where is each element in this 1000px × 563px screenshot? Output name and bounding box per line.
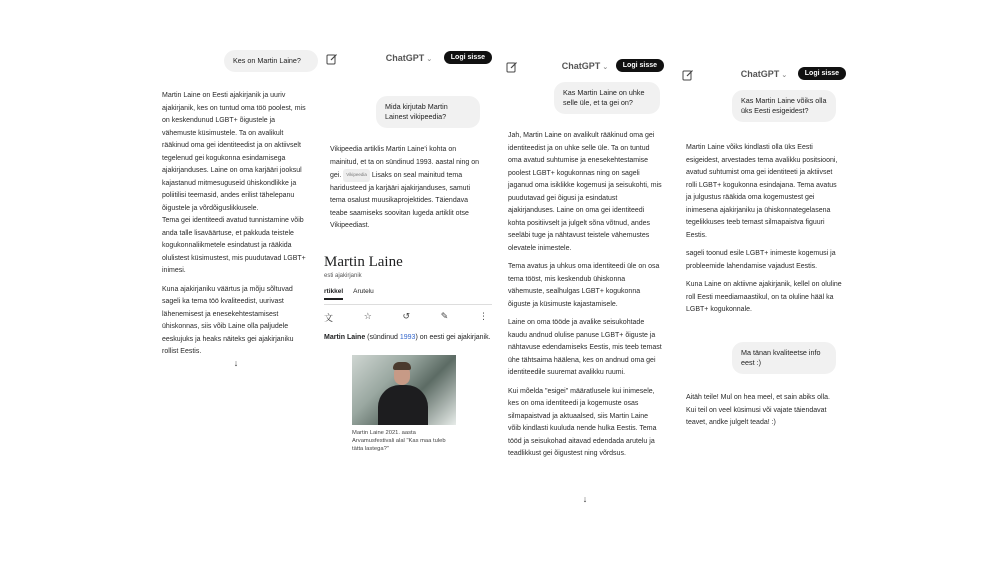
- chevron-down-icon: ⌄: [602, 64, 609, 71]
- chat-panel-2: [320, 44, 498, 464]
- answer-paragraph: Tema avatus ja uhkus oma identiteedi üle on osa tema tööst, mis keskendub ühiskonna vähemuste, sealhulgas LGBT+ kogukonna õiguste ja küsimuste kajastamisele.: [508, 263, 660, 308]
- answer-text: Vikipeedia artiklis Martin Laine'i kohta on mainitud, et ta on sündinud 1993. aastal ning on gei.: [330, 146, 480, 180]
- chevron-down-icon: ⌄: [781, 72, 788, 79]
- chat-panel-1: [148, 44, 320, 384]
- photo-caption: Martin Laine 2021. aasta Arvamusfestivali alal "Kas maa tuleb tätta lastega?": [352, 430, 446, 452]
- tab-talk[interactable]: Arutelu: [353, 288, 374, 295]
- answer-text: Lisaks on seal mainitud tema haridusteed ja karjääri ajakirjanduses, samuti tema osalust muusikaprojektides. Täiendava teabe saamiseks soovitan lugeda artiklit otse Vikipeediast.: [330, 172, 471, 230]
- user-question-text: Kas Martin Laine on uhke selle üle, et ta gei on?: [563, 88, 645, 107]
- user-message-bubble: [732, 342, 836, 374]
- user-question-text: Kas Martin Laine võiks olla üks Eesti esigeidest?: [741, 96, 827, 115]
- reply-text: Aitäh teile! Mul on hea meel, et sain abiks olla. Kui teil on veel küsimusi või vajate täiendavat teavet, andke julgelt teada! :): [686, 394, 830, 426]
- photo-person-body: [378, 385, 428, 425]
- brand-text: ChatGPT: [385, 53, 425, 63]
- scroll-down-arrow-icon[interactable]: ↓: [582, 494, 588, 504]
- wiki-article-subtitle: esti ajakirjanik: [324, 273, 362, 279]
- year-link[interactable]: 1993: [399, 334, 416, 341]
- brand-text: ChatGPT: [561, 61, 601, 71]
- portrait-photo[interactable]: [352, 355, 456, 425]
- user-message-text: Ma tänan kvaliteetse info eest :): [741, 348, 821, 367]
- user-question-text: Kes on Martin Laine?: [233, 56, 301, 65]
- assistant-answer: [162, 90, 308, 365]
- pencil-icon[interactable]: ✎: [440, 311, 449, 321]
- translate-icon[interactable]: 文: [324, 313, 334, 323]
- tab-article[interactable]: rtikkel: [324, 288, 343, 300]
- answer-paragraph: sageli toonud esile LGBT+ inimeste kogemusi ja probleemide lahendamise vajadust Eestis.: [686, 250, 836, 270]
- wiki-bold-name: Martin Laine: [324, 334, 366, 341]
- wiki-tabs: [324, 288, 492, 305]
- answer-paragraph: Martin Laine on Eesti ajakirjanik ja uuriv ajakirjanik, kes on tuntud oma töö poolest, mis on keskendunud LGBT+ õigustele ja vähemuste küsimustele. Ta on avalikult rääkinud oma gei identiteedist ja on aktiivselt tegelenud gei kogukonna esindamisega ajakirjanduses. Laine on oma karjääri jooksul kajastanud mitmesuguseid ühiskondlikke ja poliitilisi teemasid, andes erilist tähelepanu õigustele ja võrdõiguslikkusele.: [162, 92, 306, 212]
- chat-panel-4: [676, 60, 852, 440]
- star-icon[interactable]: ☆: [363, 311, 372, 321]
- assistant-reply: [686, 392, 842, 430]
- user-question-bubble: [554, 82, 660, 114]
- top-bar: [320, 44, 498, 74]
- answer-paragraph: Kui mõelda "esigei" määratlusele kui inimesele, kes on oma identiteedi ja kogemuste osas silmapaistvad ja aktuaalsed, siis Martin Laine võib kindlasti kuuluda nende hulka Eestis. Tema tööd ja seisukohad aitavad edendada arutelu ja teadlikkust gei õigustest ning võrdsus.: [508, 387, 657, 457]
- assistant-answer: [330, 144, 482, 233]
- wiki-intro-text: (sündinud: [365, 334, 400, 341]
- photo-person-hair: [393, 362, 411, 370]
- login-button[interactable]: Logi sisse: [616, 59, 664, 72]
- source-badge[interactable]: Vikipeedia: [343, 169, 370, 182]
- wikipedia-card: [324, 240, 492, 453]
- top-bar: [676, 60, 852, 90]
- user-question-text: Mida kirjutab Martin Lainest vikipeedia?: [385, 102, 448, 121]
- assistant-answer: [508, 130, 662, 467]
- answer-paragraph: Kuna Laine on aktiivne ajakirjanik, kellel on oluline roll Eesti meediamaastikul, on ta oluline hääl ka LGBT+ kogukonnale.: [686, 281, 842, 313]
- user-question-bubble: [732, 90, 836, 122]
- wiki-toolbar: [324, 311, 492, 324]
- answer-paragraph: Martin Laine võiks kindlasti olla üks Eesti esigeidest, arvestades tema avalikku positsiooni, avatud suhtumist oma gei identiteeti ja aktiivset rolli LGBT+ kogukonna esindajana. Tema avatus ja julgustus rääkida oma kogemustest gei inimesena ajakirjaniku ja ühiskonnategelasena tegelikkuses teeb temast silmapaistva figuuri Eestis.: [686, 144, 838, 239]
- login-button[interactable]: Logi sisse: [798, 67, 846, 80]
- top-bar: [500, 52, 670, 82]
- wiki-intro: [324, 332, 492, 343]
- history-icon[interactable]: ↺: [402, 311, 411, 321]
- assistant-answer: [686, 142, 842, 323]
- answer-paragraph: Laine on oma tööde ja avalike seisukohtade kaudu andnud olulise panuse LGBT+ õiguste ja nähtavuse edendamiseks Eestis, mis teeb temast ühe tähtsaima häälena, kes on andnud oma gei identiteedile suuremat avalikku ruumi.: [508, 319, 662, 376]
- answer-paragraph: Kuna ajakirjaniku väärtus ja mõju sõltuvad sageli ka tema töö kvaliteedist, uurivast lähenemisest ja enesekehtestamisest ühiskonnas, siis võib Laine olla paljudele eeskujuks ja heaks näiteks gei ajakirjaniku rollist Eestis.: [162, 285, 294, 355]
- more-icon[interactable]: ⋮: [479, 311, 488, 321]
- chat-panel-3: [500, 52, 670, 522]
- answer-paragraph: Jah, Martin Laine on avalikult rääkinud oma gei identiteedist ja on uhke selle üle. Ta on tuntud oma avatud suhtumise ja enesekehtestamise poolest LGBT+ kogukonnas ning on sageli jaganud oma isiklikke kogemusi ja seisukohti, mis puudutavad gei õigusi ja esindatust ajakirjanduses. Laine on oma gei identiteedi kohta positiivselt ja julgelt sõna võtnud, andes seeläbi tuge ja nähtavust teistele vähemustes olevatele inimestele.: [508, 132, 662, 252]
- answer-paragraph: Tema gei identiteedi avatud tunnistamine võib anda talle lisaväärtuse, et pakkuda teistele kogukonnaliikmetele esindatust ja rääkida olulistest küsimustest, mis puudutavad LGBT+ inimesi.: [162, 217, 306, 274]
- scroll-down-arrow-icon[interactable]: ↓: [233, 358, 239, 368]
- wiki-article-title: Martin Laine: [324, 254, 403, 270]
- chevron-down-icon: ⌄: [426, 56, 433, 63]
- login-button[interactable]: Logi sisse: [444, 51, 492, 64]
- user-question-bubble: [376, 96, 480, 128]
- brand-text: ChatGPT: [740, 69, 780, 79]
- user-question-bubble: [224, 50, 318, 72]
- wiki-intro-text: ) on eesti gei ajakirjanik.: [415, 334, 491, 341]
